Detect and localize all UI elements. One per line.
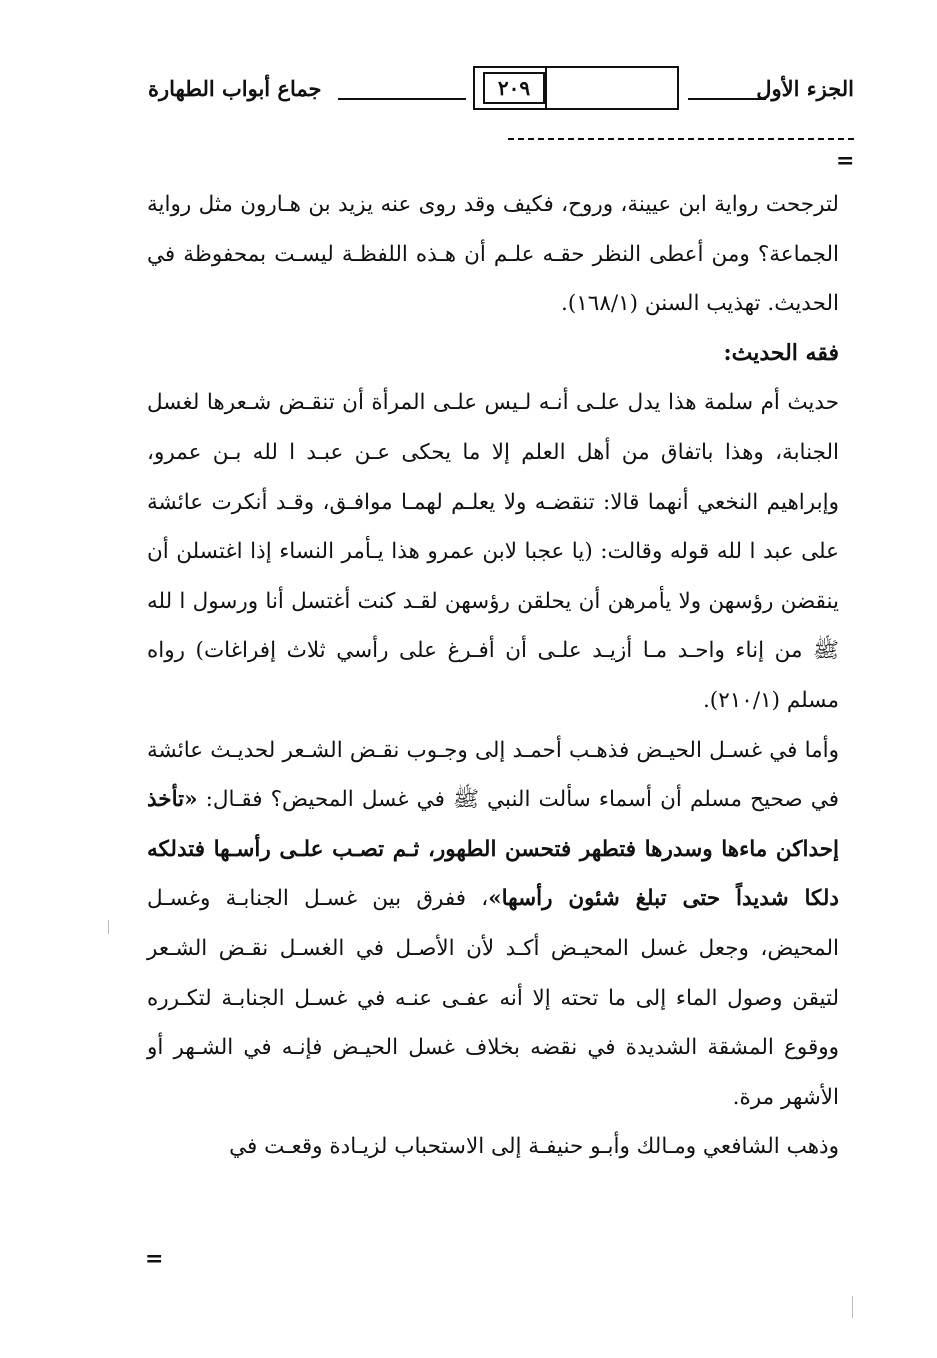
page-number-frame — [473, 66, 679, 110]
hadith-quote: «تأخذ إحداكن ماءها وسدرها فتطهر فتحسن الطهور، ثـم تصـب علـى رأسـها فتدلكه دلكا شديداً حتى تبلغ شئون رأسها» — [147, 787, 839, 912]
page-number: ٢٠٩ — [483, 72, 545, 104]
intro-paragraph: لترجحت رواية ابن عيينة، وروح، فكيف وقد روى عنه يزيد بن هـارون مثل رواية الجماعة؟ ومن أعطى النظر حقـه علـم أن هـذه اللفظـة ليسـت بمحفوظة في الحديث. تهذيب السنن (١٦٨/١). — [147, 192, 839, 317]
paragraph-3: وذهب الشافعي ومـالك وأبـو حنيفـة إلى الاستحباب لزيـادة وقعـت في — [229, 1134, 839, 1160]
section-heading: فقه الحديث: — [723, 339, 839, 366]
footnote-separator — [508, 138, 854, 140]
main-text — [147, 180, 839, 1172]
running-header — [148, 58, 858, 120]
margin-tick — [852, 1296, 853, 1318]
continuation-mark-bottom: = — [145, 1246, 164, 1272]
header-rule-left — [338, 98, 466, 100]
paragraph-1: حديث أم سلمة هذا يدل علـى أنـه لـيس علـى المرأة أن تنقـض شـعرها لغسل الجنابة، وهذا باتفاق من أهل العلم إلا ما يحكى عـن عبـد ا لله بـن عمرو، وإبراهيم النخعي أنهما قالا: تنقضـه ولا يعلـم لهمـا موافـق، وقـد أنكرت عائشة على عبد ا لله قوله وقالت: (يا عجبا لابن عمرو هذا يـأمر النساء إذا اغتسلن أن ينقضن رؤسهن ولا يأمرهن أن يحلقن رؤسهن لقـد كنت أغتسل أنا ورسول ا لله ﷺ من إناء واحـد مـا أزيـد علـى أن أفـرغ على رأسي ثلاث إفراغات) رواه مسلم (٢١٠/١). — [147, 390, 839, 713]
paragraph-2 — [147, 726, 839, 1123]
paragraph-2-rest: ، ففرق بين غسـل الجنابـة وغسـل المحيض، وجعل غسل المحيـض أكـد لأن الأصـل في الغسـل نقـض الشـعر لتيقن وصول الماء إلى ما تحته إلا أنه عفـى عنـه في غسـل الجنابـة لتكـرره ووقوع المشقة الشديدة في نقضه بخلاف غسل الحيـض فإنـه في الشـهر أو الأشهر مرة. — [147, 886, 839, 1110]
page-frame-divider — [545, 68, 547, 108]
paragraph-2-intro: وأما في غسـل الحيـض فذهـب أحمـد إلى وجـوب نقـض الشـعر لحديـث عائشة في صحيح مسلم أن أسماء سألت النبي ﷺ في غسل المحيض؟ فقـال: — [147, 737, 839, 813]
continuation-mark-top: = — [836, 148, 855, 174]
volume-label: الجزء الأول — [756, 76, 854, 101]
margin-tick — [108, 920, 109, 934]
header-rule-right — [688, 98, 766, 100]
chapter-title: جماع أبواب الطهارة — [148, 76, 322, 101]
